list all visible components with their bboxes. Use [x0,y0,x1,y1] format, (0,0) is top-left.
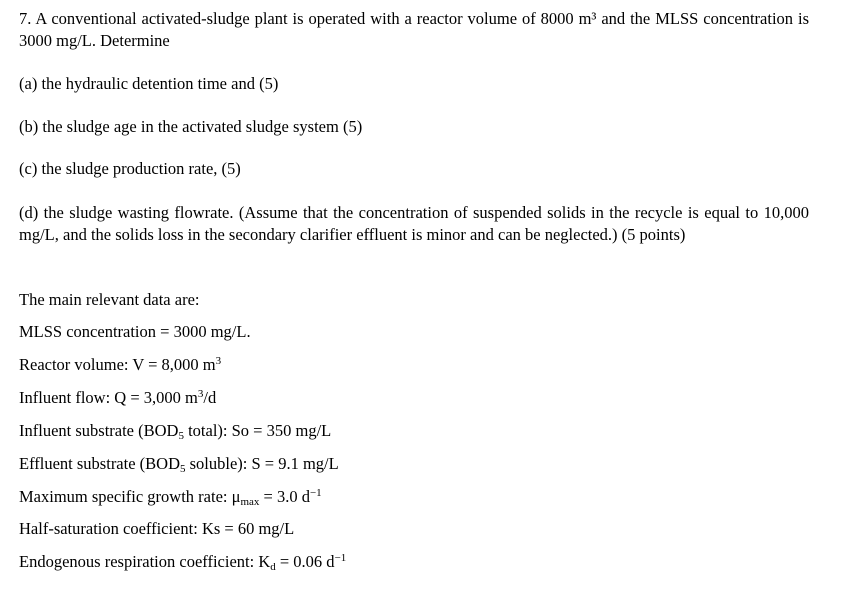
endogenous-subscript: d [270,561,276,573]
max-growth-value: = 3.0 d [259,487,310,506]
endogenous-value: = 0.06 d [275,552,335,571]
influent-flow-exponent: 3 [197,388,204,400]
reactor-volume-text: Reactor volume: V = 8,000 m [19,355,216,374]
question-intro: 7. A conventional activated-sludge plant is operated with a reactor volume of 8000 m³ and the MLSS concentration is 3000 mg/L. Determine [19,9,809,50]
influent-flow-text: Influent flow: Q = 3,000 m [19,388,198,407]
data-influent-substrate [19,420,331,442]
effluent-substrate-text: Effluent substrate (BOD [19,454,180,473]
question-part-d: (d) the sludge wasting flowrate. (Assume that the concentration of suspended solids in the recycle is equal to 10,000 mg/L, and the solids loss in the secondary clarifier effluent is minor and can be neglected.) (5 points) [19,203,809,244]
influent-substrate-value: total): So = 350 mg/L [183,421,332,440]
influent-substrate-text: Influent substrate (BOD [19,421,179,440]
effluent-substrate-subscript: 5 [180,463,186,475]
data-reactor-volume [19,354,221,376]
question-part-c: (c) the sludge production rate, (5) [19,159,241,178]
question-part-b: (b) the sludge age in the activated sludge system (5) [19,117,363,136]
data-max-growth-rate [19,486,322,508]
influent-flow-unit: /d [203,388,217,407]
effluent-substrate-value: soluble): S = 9.1 mg/L [185,454,339,473]
endogenous-text: Endogenous respiration coefficient: K [19,552,271,571]
max-growth-exponent: −1 [309,487,322,499]
data-half-saturation: Half-saturation coefficient: Ks = 60 mg/L [19,519,295,538]
influent-substrate-subscript: 5 [178,430,184,442]
max-growth-text: Maximum specific growth rate: μ [19,487,241,506]
endogenous-exponent: −1 [334,552,347,564]
data-endogenous-respiration [19,551,346,573]
data-influent-flow [19,387,216,409]
reactor-volume-exponent: 3 [215,355,222,367]
question-part-a: (a) the hydraulic detention time and (5) [19,74,279,93]
data-heading: The main relevant data are: [19,290,200,309]
max-growth-subscript: max [240,496,260,508]
data-effluent-substrate [19,453,339,475]
data-mlss: MLSS concentration = 3000 mg/L. [19,322,251,341]
